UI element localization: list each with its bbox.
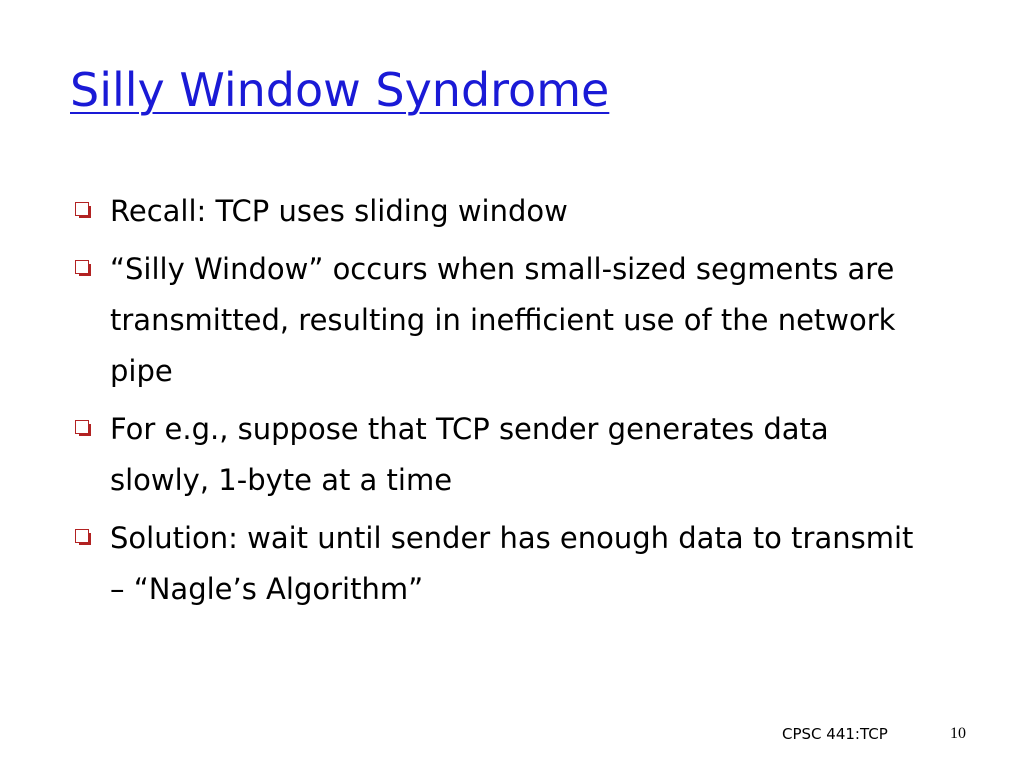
bullet-text: “Silly Window” occurs when small-sized segments are transmitted, resulting in inefficient use of the network pipe <box>110 252 896 388</box>
hollow-square-bullet-icon <box>75 420 89 434</box>
bullet-item <box>72 186 932 237</box>
bullet-item <box>72 404 932 506</box>
footer-course-label: CPSC 441:TCP <box>782 725 888 743</box>
bullet-list <box>72 186 932 622</box>
hollow-square-bullet-icon <box>75 260 89 274</box>
bullet-item <box>72 244 932 397</box>
hollow-square-bullet-icon <box>75 202 89 216</box>
slide-title: Silly Window Syndrome <box>70 63 610 117</box>
bullet-text: For e.g., suppose that TCP sender generates data slowly, 1-byte at a time <box>110 412 829 497</box>
bullet-item <box>72 513 932 615</box>
slide-page-number: 10 <box>950 725 966 742</box>
bullet-text: Recall: TCP uses sliding window <box>110 194 568 228</box>
bullet-text: Solution: wait until sender has enough data to transmit – “Nagle’s Algorithm” <box>110 521 914 606</box>
hollow-square-bullet-icon <box>75 529 89 543</box>
